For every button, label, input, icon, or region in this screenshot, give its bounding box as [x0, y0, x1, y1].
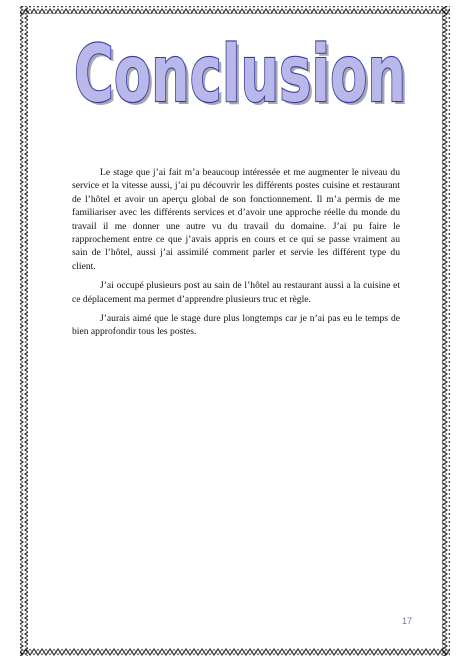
paragraph-3: J’aurais aimé que le stage dure plus longtemps car je n’ai pas eu le temps de bien approfondir tous les postes.	[72, 313, 400, 338]
paragraph-1: Le stage que j’ai fait m’a beaucoup intéressée et me augmenter le niveau du service et la vitesse aussi, j’ai pu découvrir les différents postes cuisine et restaurant de l’hôtel et avoir un aperçu global de son fonctionnement. Il m’a permis de me familiariser avec les différents services et d’avoir une approche réelle du monde du travail il me donner une autre vu du travail du domaine. J’ai pu faire le rapprochement entre ce que j’avais appris en cours et ce qui se passe vraiment au sain de l’hôtel, aussi j’ai assimilé comment parler et servie les différent type du client.	[72, 167, 400, 272]
title-wordart	[68, 30, 412, 122]
conclusion-body	[72, 166, 400, 345]
title-shadow: Conclusion	[77, 33, 409, 122]
page-title: Conclusion	[74, 30, 406, 120]
page-number: 17	[402, 616, 413, 626]
paragraph-2: J’ai occupé plusieurs post au sain de l’hôtel au restaurant aussi a la cuisine et ce déplacement ma permet d’apprendre plusieurs truc et règle.	[72, 280, 400, 305]
